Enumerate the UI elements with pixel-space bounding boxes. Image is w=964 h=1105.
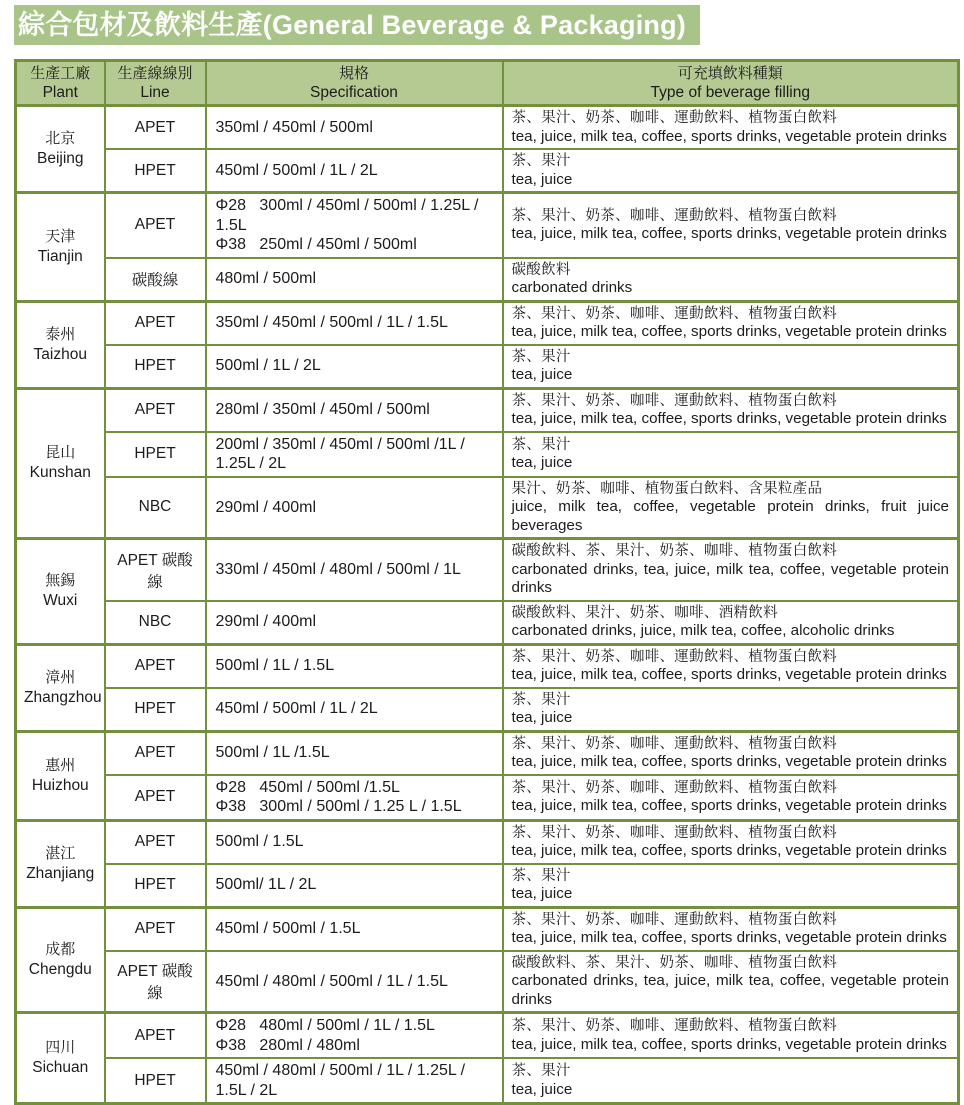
beverage-type-cell — [503, 820, 959, 864]
plant-cell — [16, 1013, 105, 1104]
spec-cell — [206, 688, 503, 732]
spec-line: 500ml / 1L /1.5L — [215, 744, 330, 762]
spec-cell — [206, 106, 503, 150]
beverage-type-cell — [503, 1058, 959, 1104]
table-row — [16, 388, 959, 432]
plant-name-en: Zhanjiang — [26, 864, 95, 882]
plant-name-zh: 成都 — [45, 940, 76, 958]
plant-name-en: Zhangzhou — [24, 688, 102, 706]
plant-cell — [16, 820, 105, 907]
beverage-type-zh: 茶、果汁、奶茶、咖啡、運動飲料、植物蛋白飲料 — [511, 207, 838, 224]
beverage-type-zh: 碳酸飲料 — [511, 261, 571, 278]
spec-line: 280ml / 350ml / 450ml / 500ml — [215, 401, 430, 419]
line-cell: HPET — [105, 1058, 206, 1104]
beverage-type-en: tea, juice, milk tea, coffee, sports drinks, vegetable protein drinks — [511, 1035, 947, 1053]
spec-line: Φ28 480ml / 500ml / 1L / 1.5L — [215, 1017, 435, 1034]
table-row — [16, 477, 959, 539]
beverage-type-zh: 碳酸飲料、茶、果汁、奶茶、咖啡、植物蛋白飲料 — [511, 543, 838, 559]
table-row — [16, 644, 959, 688]
production-table — [14, 59, 960, 1105]
beverage-type-cell — [503, 644, 959, 688]
spec-line: 200ml / 350ml / 450ml / 500ml /1L / — [215, 435, 465, 453]
beverage-type-en: carbonated drinks, tea, juice, milk tea, coffee, vegetable protein drinks — [511, 972, 949, 1008]
beverage-type-zh: 茶、果汁、奶茶、咖啡、運動飲料、植物蛋白飲料 — [511, 1018, 838, 1034]
plant-cell — [16, 731, 105, 820]
table-row — [16, 1058, 959, 1104]
beverage-type-cell — [503, 775, 959, 821]
plant-cell — [16, 106, 105, 193]
beverage-type-zh: 果汁、奶茶、咖啡、植物蛋白飲料、含果粒產品 — [511, 480, 823, 497]
line-cell: HPET — [105, 864, 206, 908]
line-cell: 碳酸線 — [105, 258, 206, 302]
beverage-type-cell — [503, 539, 959, 601]
spec-cell — [206, 388, 503, 432]
table-row — [16, 688, 959, 732]
plant-name-en: Taizhou — [33, 345, 87, 363]
header-beverage-type-zh: 可充填飲料種類 — [677, 65, 783, 82]
line-cell: APET — [105, 775, 206, 821]
beverage-type-cell — [503, 258, 959, 302]
table-header — [16, 61, 959, 106]
plant-name-zh: 昆山 — [45, 444, 76, 462]
beverage-type-zh: 茶、果汁、奶茶、咖啡、運動飲料、植物蛋白飲料 — [511, 305, 838, 322]
spec-line: 450ml / 480ml / 500ml / 1L / 1.5L — [215, 972, 448, 990]
beverage-type-cell — [503, 149, 959, 193]
beverage-type-en: carbonated drinks, juice, milk tea, coffee, alcoholic drinks — [511, 622, 895, 639]
line-cell: NBC — [105, 601, 206, 645]
beverage-type-cell — [503, 688, 959, 732]
plant-name-zh: 湛江 — [45, 844, 76, 862]
spec-cell — [206, 477, 503, 539]
header-plant-zh: 生產工廠 — [30, 65, 91, 82]
header-line — [105, 61, 206, 106]
spec-line: 1.5L / 2L — [215, 1081, 278, 1099]
spec-cell — [206, 149, 503, 193]
line-cell: APET — [105, 907, 206, 951]
line-cell: APET — [105, 731, 206, 775]
table-row — [16, 907, 959, 951]
beverage-type-en: tea, juice — [511, 709, 573, 726]
plant-name-zh: 無錫 — [45, 572, 76, 590]
spec-cell — [206, 775, 503, 821]
plant-name-en: Chengdu — [28, 960, 92, 978]
plant-name-zh: 惠州 — [45, 756, 76, 774]
line-cell: APET 碳酸線 — [105, 539, 206, 601]
beverage-type-cell — [503, 601, 959, 645]
spec-cell — [206, 193, 503, 258]
table-row — [16, 864, 959, 908]
spec-cell — [206, 1013, 503, 1059]
plant-name-en: Sichuan — [32, 1059, 89, 1076]
beverage-type-en: tea, juice, milk tea, coffee, sports drinks, vegetable protein drinks — [511, 929, 947, 946]
beverage-type-cell — [503, 731, 959, 775]
beverage-type-zh: 茶、果汁、奶茶、咖啡、運動飲料、植物蛋白飲料 — [511, 110, 838, 126]
beverage-type-en: tea, juice, milk tea, coffee, sports drinks, vegetable protein drinks — [511, 410, 947, 427]
spec-line: 290ml / 400ml — [215, 613, 316, 631]
beverage-type-zh: 碳酸飲料、茶、果汁、奶茶、咖啡、植物蛋白飲料 — [511, 954, 838, 971]
spec-line: Φ28 450ml / 500ml /1.5L — [215, 778, 400, 796]
beverage-type-cell — [503, 106, 959, 150]
plant-name-zh: 泰州 — [45, 325, 76, 343]
beverage-type-cell — [503, 907, 959, 951]
line-cell: APET — [105, 193, 206, 258]
plant-name-en: Beijing — [36, 150, 84, 167]
spec-cell — [206, 907, 503, 951]
header-plant — [16, 61, 105, 106]
plant-cell — [16, 301, 105, 388]
header-line-zh: 生產線線別 — [117, 65, 193, 82]
beverage-type-cell — [503, 864, 959, 908]
plant-name-en: Kunshan — [29, 464, 91, 482]
page-title: 綜合包材及飲料生產(General Beverage & Packaging) — [14, 5, 700, 45]
plant-name-en: Wuxi — [43, 592, 78, 610]
table-row — [16, 301, 959, 345]
beverage-type-en: tea, juice, milk tea, coffee, sports drinks, vegetable protein drinks — [511, 753, 947, 770]
line-cell: APET — [105, 106, 206, 150]
plant-name-zh: 漳州 — [45, 668, 76, 686]
plant-name-zh: 北京 — [45, 130, 76, 147]
plant-name-en: Huizhou — [31, 776, 89, 794]
spec-line: 500ml / 1L / 2L — [215, 357, 321, 375]
spec-cell — [206, 601, 503, 645]
header-specification-en: Specification — [310, 84, 398, 101]
beverage-type-zh: 碳酸飲料、果汁、奶茶、咖啡、酒精飲料 — [511, 604, 778, 621]
header-specification-zh: 規格 — [338, 65, 369, 82]
beverage-type-zh: 茶、果汁 — [511, 436, 571, 453]
header-beverage-type — [503, 61, 959, 106]
beverage-type-zh: 茶、果汁 — [511, 691, 571, 708]
line-cell: HPET — [105, 688, 206, 732]
spec-cell — [206, 1058, 503, 1104]
spec-line: 500ml/ 1L / 2L — [215, 876, 317, 894]
spec-cell — [206, 539, 503, 601]
beverage-type-en: juice, milk tea, coffee, vegetable protein drinks, fruit juice beverages — [511, 498, 949, 534]
beverage-type-en: tea, juice, milk tea, coffee, sports drinks, vegetable protein drinks — [511, 323, 947, 340]
beverage-type-cell — [503, 301, 959, 345]
spec-line: 1.25L / 2L — [215, 455, 287, 472]
header-specification — [206, 61, 503, 106]
line-cell: HPET — [105, 345, 206, 389]
table-row — [16, 106, 959, 150]
table-row — [16, 1013, 959, 1059]
line-cell: APET — [105, 820, 206, 864]
beverage-type-en: tea, juice — [511, 170, 573, 188]
table-row — [16, 193, 959, 258]
beverage-type-zh: 茶、果汁 — [511, 348, 571, 365]
table-row — [16, 539, 959, 601]
beverage-type-zh: 茶、果汁 — [511, 1063, 571, 1079]
spec-line: 330ml / 450ml / 480ml / 500ml / 1L — [215, 561, 461, 578]
line-cell: APET 碳酸線 — [105, 951, 206, 1013]
beverage-type-cell — [503, 477, 959, 539]
beverage-type-zh: 茶、果汁 — [511, 153, 571, 169]
line-cell: HPET — [105, 432, 206, 477]
beverage-type-en: tea, juice, milk tea, coffee, sports drinks, vegetable protein drinks — [511, 666, 947, 683]
plant-cell — [16, 193, 105, 302]
beverage-type-en: tea, juice, milk tea, coffee, sports drinks, vegetable protein drinks — [511, 842, 947, 859]
line-cell: APET — [105, 1013, 206, 1059]
plant-name-zh: 四川 — [45, 1039, 76, 1056]
table-row — [16, 951, 959, 1013]
spec-line: 350ml / 450ml / 500ml — [215, 118, 373, 136]
beverage-type-cell — [503, 432, 959, 477]
beverage-type-zh: 茶、果汁、奶茶、咖啡、運動飲料、植物蛋白飲料 — [511, 392, 838, 409]
beverage-type-cell — [503, 1013, 959, 1059]
beverage-type-zh: 茶、果汁、奶茶、咖啡、運動飲料、植物蛋白飲料 — [511, 648, 838, 665]
spec-cell — [206, 644, 503, 688]
table-row — [16, 775, 959, 821]
spec-cell — [206, 864, 503, 908]
beverage-type-en: tea, juice — [511, 366, 573, 383]
table-row — [16, 820, 959, 864]
beverage-type-cell — [503, 951, 959, 1013]
header-row — [16, 61, 959, 106]
spec-line: 290ml / 400ml — [215, 498, 316, 516]
line-cell: APET — [105, 301, 206, 345]
beverage-type-en: tea, juice, milk tea, coffee, sports drinks, vegetable protein drinks — [511, 797, 947, 814]
plant-cell — [16, 907, 105, 1013]
plant-name-en: Tianjin — [37, 247, 83, 265]
spec-line: Φ28 300ml / 450ml / 500ml / 1.25L / 1.5L — [215, 197, 483, 234]
beverage-type-en: tea, juice — [511, 1080, 573, 1098]
beverage-type-en: tea, juice — [511, 885, 573, 902]
spec-line: 500ml / 1.5L — [215, 833, 304, 851]
beverage-type-cell — [503, 193, 959, 258]
beverage-type-en: tea, juice, milk tea, coffee, sports drinks, vegetable protein drinks — [511, 127, 947, 145]
spec-line: 450ml / 500ml / 1.5L — [215, 920, 361, 938]
beverage-type-zh: 茶、果汁、奶茶、咖啡、運動飲料、植物蛋白飲料 — [511, 824, 838, 841]
beverage-type-zh: 茶、果汁、奶茶、咖啡、運動飲料、植物蛋白飲料 — [511, 735, 838, 752]
plant-name-zh: 天津 — [45, 227, 76, 245]
beverage-type-zh: 茶、果汁 — [511, 867, 571, 884]
header-line-en: Line — [140, 84, 170, 101]
spec-cell — [206, 432, 503, 477]
spec-line: 480ml / 500ml — [215, 270, 316, 288]
beverage-type-en: tea, juice — [511, 454, 573, 471]
spec-cell — [206, 951, 503, 1013]
spec-cell — [206, 345, 503, 389]
table-body — [16, 106, 959, 1104]
spec-cell — [206, 731, 503, 775]
plant-cell — [16, 644, 105, 731]
beverage-type-en: carbonated drinks, tea, juice, milk tea, coffee, vegetable protein drinks — [511, 560, 949, 596]
spec-line: 450ml / 500ml / 1L / 2L — [215, 700, 378, 718]
spec-line: 450ml / 500ml / 1L / 2L — [215, 161, 378, 179]
beverage-type-cell — [503, 388, 959, 432]
line-cell: NBC — [105, 477, 206, 539]
line-cell: APET — [105, 644, 206, 688]
table-row — [16, 731, 959, 775]
spec-cell — [206, 301, 503, 345]
spec-cell — [206, 258, 503, 302]
spec-cell — [206, 820, 503, 864]
table-row — [16, 432, 959, 477]
table-row — [16, 149, 959, 193]
plant-cell — [16, 388, 105, 539]
spec-line: Φ38 250ml / 450ml / 500ml — [215, 236, 417, 253]
spec-line: Φ38 280ml / 480ml — [215, 1036, 360, 1054]
line-cell: HPET — [105, 149, 206, 193]
line-cell: APET — [105, 388, 206, 432]
plant-cell — [16, 539, 105, 645]
table-row — [16, 345, 959, 389]
spec-line: Φ38 300ml / 500ml / 1.25 L / 1.5L — [215, 798, 462, 815]
spec-line: 350ml / 450ml / 500ml / 1L / 1.5L — [215, 314, 448, 332]
beverage-type-cell — [503, 345, 959, 389]
spec-line: 450ml / 480ml / 500ml / 1L / 1.25L / — [215, 1062, 466, 1079]
beverage-type-zh: 茶、果汁、奶茶、咖啡、運動飲料、植物蛋白飲料 — [511, 911, 838, 928]
spec-line: 500ml / 1L / 1.5L — [215, 657, 335, 675]
table-row — [16, 258, 959, 302]
beverage-type-en: tea, juice, milk tea, coffee, sports drinks, vegetable protein drinks — [511, 225, 947, 243]
table-row — [16, 601, 959, 645]
header-plant-en: Plant — [42, 84, 78, 101]
beverage-type-zh: 茶、果汁、奶茶、咖啡、運動飲料、植物蛋白飲料 — [511, 779, 838, 796]
header-beverage-type-en: Type of beverage filling — [650, 84, 810, 101]
beverage-type-en: carbonated drinks — [511, 279, 633, 296]
